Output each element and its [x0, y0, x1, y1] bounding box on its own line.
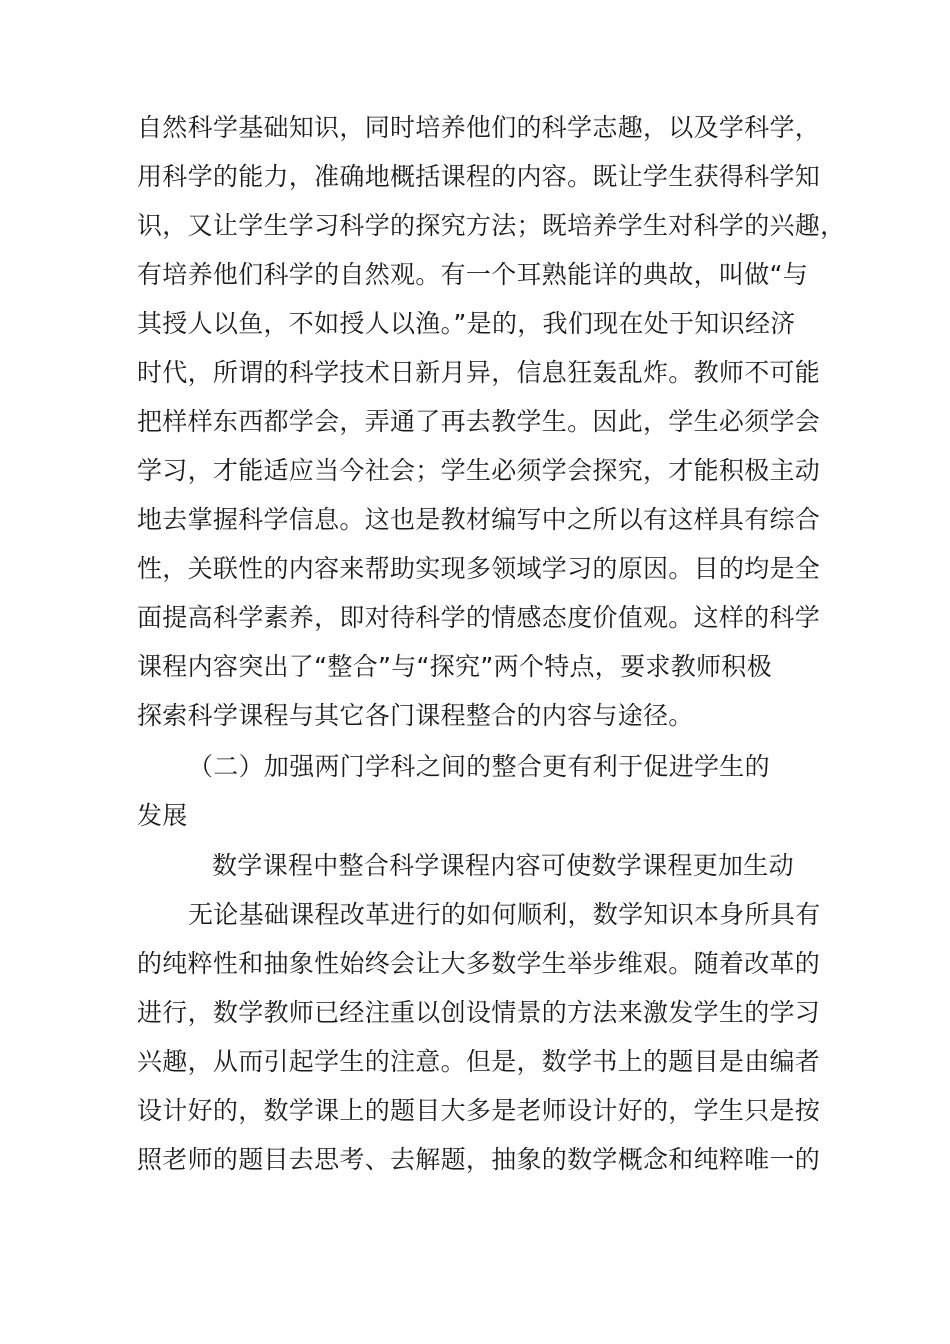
paragraph-line: 学习，才能适应当今社会；学生必须学会探究，才能积极主动 — [137, 456, 821, 485]
paragraph-line: 自然科学基础知识，同时培养他们的科学志趣，以及学科学， — [137, 113, 821, 142]
paragraph-line: 其授人以鱼，不如授人以渔。”是的，我们现在处于知识经济 — [137, 309, 796, 338]
paragraph-line: 设计好的，数学课上的题目大多是老师设计好的，学生只是按 — [137, 1096, 821, 1125]
paragraph-line: 照老师的题目去思考、去解题，抽象的数学概念和纯粹唯一的 — [137, 1145, 821, 1174]
paragraph-line: 课程内容突出了“整合”与“探究”两个特点，要求教师积极 — [137, 652, 772, 681]
paragraph-line: 时代，所谓的科学技术日新月异，信息狂轰乱炸。教师不可能 — [137, 358, 821, 387]
paragraph-line: 兴趣，从而引起学生的注意。但是，数学书上的题目是由编者 — [137, 1047, 821, 1076]
subheading: 数学课程中整合科学课程内容可使数学课程更加生动 — [212, 851, 794, 880]
paragraph-line: 有培养他们科学的自然观。有一个耳熟能详的典故，叫做“与 — [137, 260, 809, 289]
section-heading-line: 发展 — [137, 801, 188, 830]
paragraph-line: 把样样东西都学会，弄通了再去教学生。因此，学生必须学会 — [137, 407, 821, 436]
paragraph-line: 面提高科学素养，即对待科学的情感态度价值观。这样的科学 — [137, 603, 821, 632]
paragraph-line: 探索科学课程与其它各门课程整合的内容与途径。 — [137, 701, 694, 730]
paragraph-line: 进行，数学教师已经注重以创设情景的方法来激发学生的学习 — [137, 998, 821, 1027]
paragraph-line: 性，关联性的内容来帮助实现多领域学习的原因。目的均是全 — [137, 554, 821, 583]
paragraph-line: 地去掌握科学信息。这也是教材编写中之所以有这样具有综合 — [137, 505, 821, 534]
paragraph-line: 识，又让学生学习科学的探究方法；既培养学生对科学的兴趣， — [137, 211, 846, 240]
paragraph-line: 无论基础课程改革进行的如何顺利，数学知识本身所具有 — [188, 900, 821, 929]
section-heading-line: （二）加强两门学科之间的整合更有利于促进学生的 — [188, 752, 770, 781]
paragraph-line: 用科学的能力，准确地概括课程的内容。既让学生获得科学知 — [137, 162, 821, 191]
paragraph-line: 的纯粹性和抽象性始终会让大多数学生举步维艰。随着改革的 — [137, 949, 821, 978]
